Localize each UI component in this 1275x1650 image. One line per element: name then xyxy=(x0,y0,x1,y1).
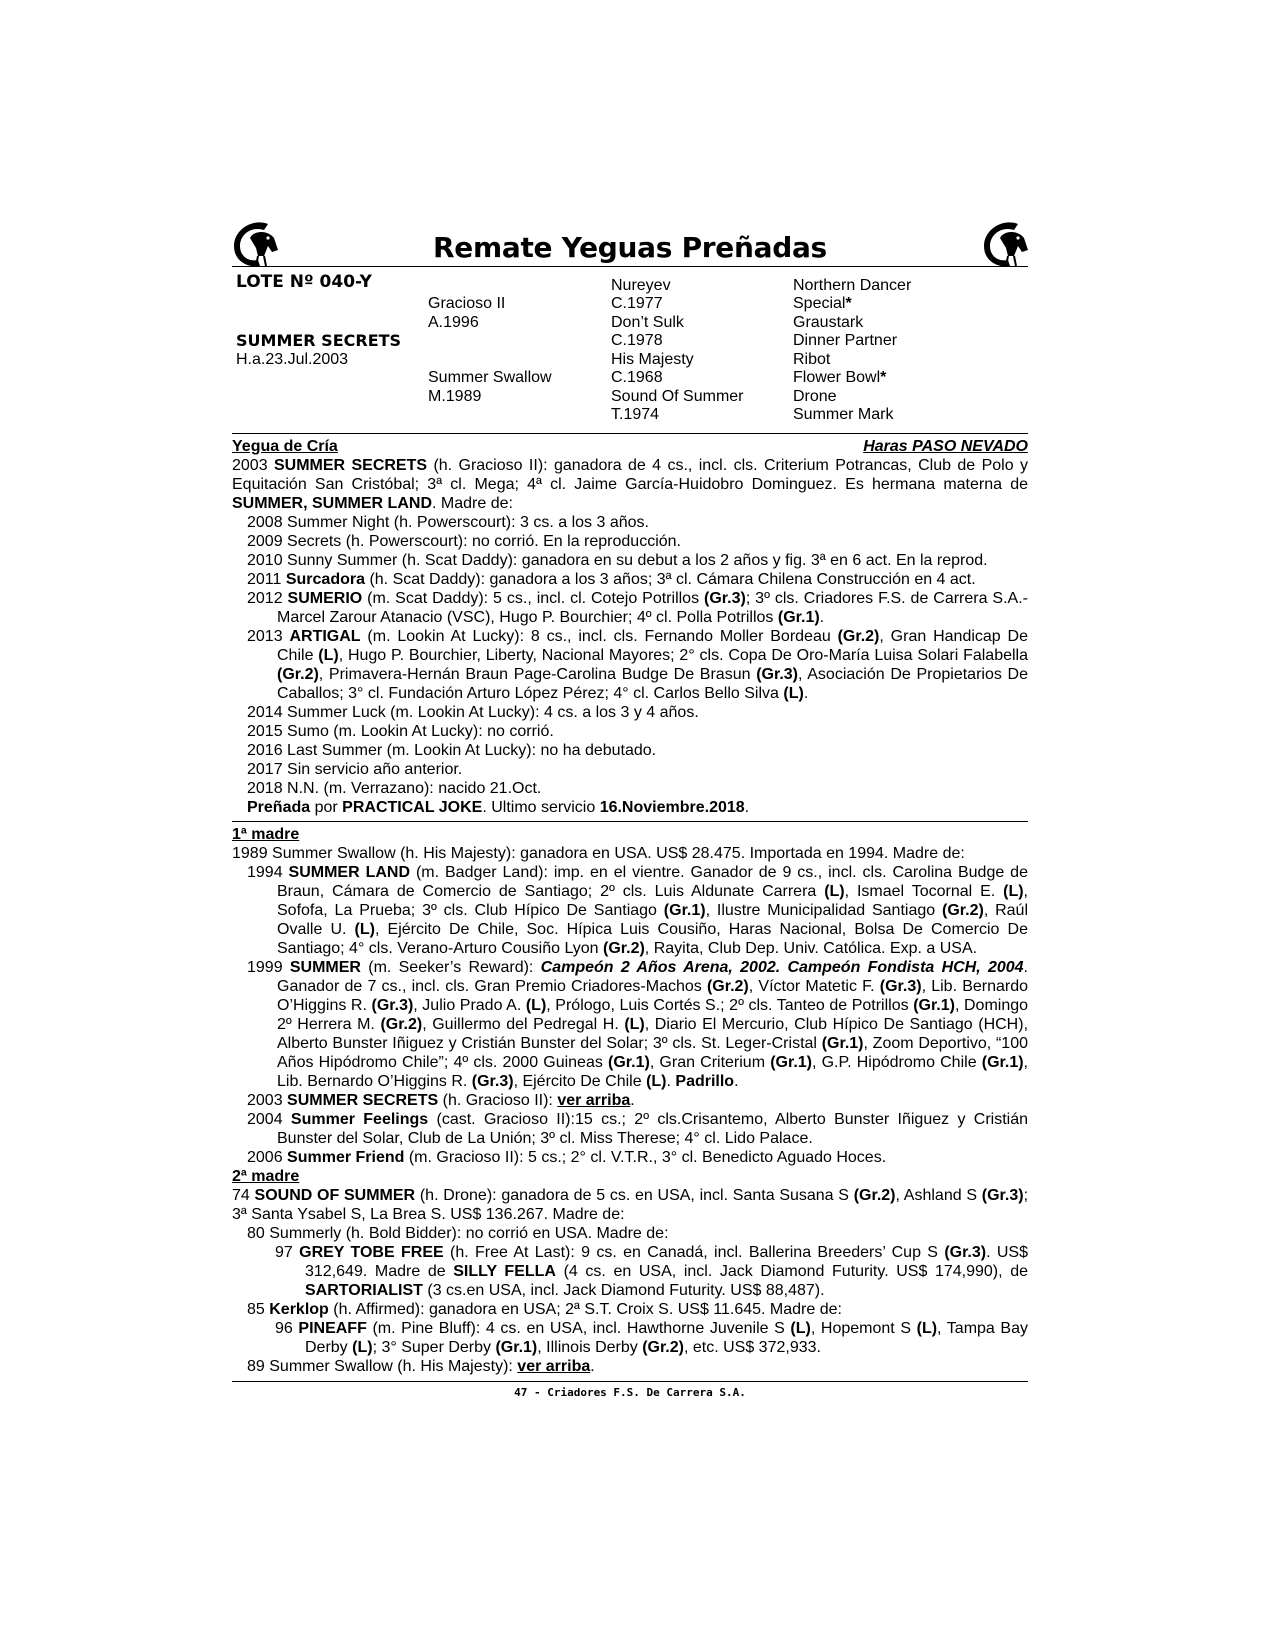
great-grandparent-5: Ribot xyxy=(793,351,831,368)
great-grandparent-1: Northern Dancer xyxy=(793,277,912,294)
list-item: 1999 SUMMER (m. Seeker’s Reward): Campeón 2 Años Arena, 2002. Campeón Fondista HCH, 2004. Ganador de 7 cs., incl. cls. Gran Premio Criadores-Machos (Gr.2), Víctor Matetic F. (Gr.3), Lib. Bernardo O’Higgins R. (Gr.3), Julio Prado A. (L), Prólogo, Luis Cortés S.; 2º cls. Tanteo de Potrillos (Gr.1), Domingo 2º Herrera M. (Gr.2), Guillermo del Pedregal H. (L), Diario El Mercurio, Club Hípico De Santiago (HCH), Alberto Bunster Iñiguez y Cristián Bunster del Solar; 3º cls. St. Leger-Cristal (Gr.1), Zoom Deportivo, “100 Años Hipódromo Chile”; 4º cls. 2000 Guineas (Gr.1), Gran Criterium (Gr.1), G.P. Hipódromo Chile (Gr.1), Lib. Bernardo O’Higgins R. (Gr.3), Ejército De Chile (L). Padrillo. xyxy=(247,959,1029,1090)
divider xyxy=(232,1381,1028,1382)
list-item: 2015 Sumo (m. Lookin At Lucky): no corrió. xyxy=(247,723,554,740)
yegua-section xyxy=(232,437,1028,817)
list-item: Preñada por PRACTICAL JOKE. Ultimo servicio 16.Noviembre.2018. xyxy=(247,799,750,816)
dam-name: Summer Swallow xyxy=(428,369,552,386)
great-grandparent-8: Summer Mark xyxy=(793,406,894,423)
document-page xyxy=(232,222,1028,1399)
grandsire-1-info: C.1977 xyxy=(611,295,663,312)
grandsire-1: Nureyev xyxy=(611,277,671,294)
madre1-section xyxy=(232,825,1028,1376)
granddam-2-info: T.1974 xyxy=(611,406,660,423)
list-item: 2014 Summer Luck (m. Lookin At Lucky): 4 cs. a los 3 y 4 años. xyxy=(247,704,699,721)
list-item: 2016 Last Summer (m. Lookin At Lucky): no ha debutado. xyxy=(247,742,657,759)
section-heading xyxy=(232,437,1028,456)
granddam-1: Don’t Sulk xyxy=(611,314,684,331)
list-item: 2008 Summer Night (h. Powerscourt): 3 cs. a los 3 años. xyxy=(247,514,649,531)
horse-name: SUMMER SECRETS xyxy=(236,331,402,350)
list-item: 96 PINEAFF (m. Pine Bluff): 4 cs. en USA, incl. Hawthorne Juvenile S (L), Hopemont S (L), Tampa Bay Derby (L); 3° Super Derby (Gr.1), Illinois Derby (Gr.2), etc. US$ 372,933. xyxy=(275,1320,1029,1356)
granddam-2: Sound Of Summer xyxy=(611,388,744,405)
produce-list xyxy=(232,1224,1028,1376)
pedigree-table xyxy=(232,267,1028,433)
list-item: 97 GREY TOBE FREE (h. Free At Last): 9 cs. en Canadá, incl. Ballerina Breeders’ Cup S (Gr.3). US$ 312,649. Madre de SILLY FELLA (4 cs. en USA, incl. Jack Diamond Futurity. US$ 174,990), de SARTORIALIST (3 cs.en USA, incl. Jack Diamond Futurity. US$ 88,487). xyxy=(275,1244,1029,1299)
great-grandparent-2: Special* xyxy=(793,295,852,312)
divider xyxy=(232,433,1028,434)
section-heading xyxy=(232,825,1028,844)
sire-info: A.1996 xyxy=(428,314,479,331)
section-title: 2ª madre xyxy=(232,1168,300,1185)
list-item: 2003 SUMMER SECRETS (h. Gracioso II): ver arriba. xyxy=(247,1092,635,1109)
paragraph: 2003 SUMMER SECRETS (h. Gracioso II): ganadora de 4 cs., incl. cls. Criterium Potrancas, Club de Polo y Equitación San Cristóbal; 3ª cl. Mega; 4ª cl. Jaime García-Huidobro Dominguez. Es hermana materna de SUMMER, SUMMER LAND. Madre de: xyxy=(232,457,1029,512)
list-item: 2011 Surcadora (h. Scat Daddy): ganadora a los 3 años; 3ª cl. Cámara Chilena Construcción en 4 act. xyxy=(247,571,976,588)
grandsire-2: His Majesty xyxy=(611,351,694,368)
section-title: Yegua de Cría xyxy=(232,438,338,455)
horse-info: H.a.23.Jul.2003 xyxy=(236,351,349,368)
section-heading xyxy=(232,1167,1028,1186)
list-item: 2006 Summer Friend (m. Gracioso II): 5 cs.; 2° cl. V.T.R., 3° cl. Benedicto Aguado Hoces. xyxy=(247,1149,887,1166)
list-item: 89 Summer Swallow (h. His Majesty): ver arriba. xyxy=(247,1358,595,1375)
great-grandparent-3: Graustark xyxy=(793,314,864,331)
great-grandparent-6: Flower Bowl* xyxy=(793,369,887,386)
section-title: 1ª madre xyxy=(232,826,300,843)
lote-number: LOTE Nº 040-Y xyxy=(236,272,372,292)
granddam-1-info: C.1978 xyxy=(611,332,663,349)
grandsire-2-info: C.1968 xyxy=(611,369,663,386)
list-item: 2010 Sunny Summer (h. Scat Daddy): ganadora en su debut a los 2 años y fig. 3ª en 6 act. En la reprod. xyxy=(247,552,988,569)
dam-info: M.1989 xyxy=(428,388,482,405)
paragraph: 74 SOUND OF SUMMER (h. Drone): ganadora de 5 cs. en USA, incl. Santa Susana S (Gr.2), Ashland S (Gr.3); 3ª Santa Ysabel S, La Brea S. US$ 136.267. Madre de: xyxy=(232,1187,1029,1223)
list-item: 2004 Summer Feelings (cast. Gracioso II):15 cs.; 2º cls.Crisantemo, Alberto Bunster Iñiguez y Cristián Bunster del Solar, Club de La Unión; 3º cl. Miss Therese; 4° cl. Lido Palace. xyxy=(247,1111,1029,1147)
list-item: 1994 SUMMER LAND (m. Badger Land): imp. en el vientre. Ganador de 9 cs., incl. cls. Carolina Budge de Braun, Cámara de Comercio de Santiago; 2º cls. Luis Aldunate Carrera (L), Ismael Tocornal E. (L), Sofofa, La Prueba; 3º cls. Club Hípico De Santiago (Gr.1), Ilustre Municipalidad Santiago (Gr.2), Raúl Ovalle U. (L), Ejército De Chile, Soc. Hípica Luis Cousiño, Haras Nacional, Bolsa De Comercio De Santiago; 4° cls. Verano-Arturo Cousiño Lyon (Gr.2), Rayita, Club Dep. Univ. Católica. Exp. a USA. xyxy=(247,864,1029,957)
great-grandparent-4: Dinner Partner xyxy=(793,332,898,349)
page-footer: 47 - Criadores F.S. De Carrera S.A. xyxy=(514,1386,746,1399)
divider xyxy=(232,821,1028,822)
list-item: 2013 ARTIGAL (m. Lookin At Lucky): 8 cs., incl. cls. Fernando Moller Bordeau (Gr.2), Gran Handicap De Chile (L), Hugo P. Bourchier, Liberty, Nacional Mayores; 2° cls. Copa De Oro-María Luisa Solari Falabella (Gr.2), Primavera-Hernán Braun Page-Carolina Budge De Brasun (Gr.3), Asociación De Propietarios De Caballos; 3° cl. Fundación Arturo López Pérez; 4° cl. Carlos Bello Silva (L). xyxy=(247,628,1029,702)
page-title: Remate Yeguas Preñadas xyxy=(433,231,827,264)
list-item: 2012 SUMERIO (m. Scat Daddy): 5 cs., incl. cl. Cotejo Potrillos (Gr.3); 3º cls. Criadores F.S. de Carrera S.A.-Marcel Zarour Atanacio (VSC), Hugo P. Bourchier; 4º cl. Polla Potrillos (Gr.1). xyxy=(247,590,1028,626)
list-item: 85 Kerklop (h. Affirmed): ganadora en USA; 2ª S.T. Croix S. US$ 11.645. Madre de: xyxy=(247,1301,842,1318)
paragraph: 1989 Summer Swallow (h. His Majesty): ganadora en USA. US$ 28.475. Importada en 1994. Madre de: xyxy=(232,845,965,862)
horse-head-logo xyxy=(978,216,1032,270)
sire-name: Gracioso II xyxy=(428,295,506,312)
list-item: 2009 Secrets (h. Powerscourt): no corrió. En la reproducción. xyxy=(247,533,681,550)
horse-head-logo xyxy=(228,216,282,270)
produce-list xyxy=(232,863,1028,1167)
list-item: 2017 Sin servicio año anterior. xyxy=(247,761,463,778)
haras-name: Haras PASO NEVADO xyxy=(863,438,1028,455)
list-item: 80 Summerly (h. Bold Bidder): no corrió en USA. Madre de: xyxy=(247,1225,669,1242)
list-item: 2018 N.N. (m. Verrazano): nacido 21.Oct. xyxy=(247,780,542,797)
great-grandparent-7: Drone xyxy=(793,388,837,405)
produce-list xyxy=(232,513,1028,817)
